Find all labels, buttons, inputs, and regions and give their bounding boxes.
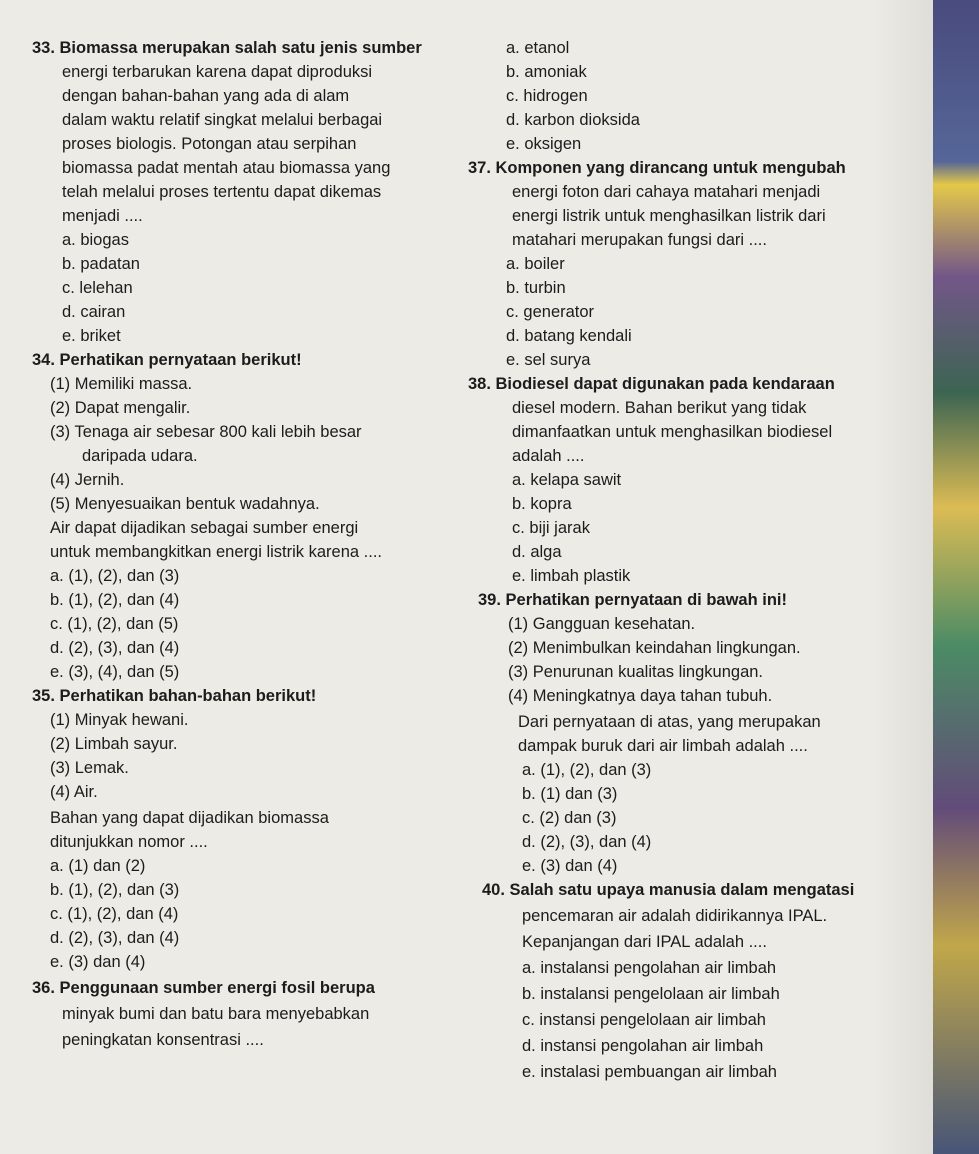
answer-option: a. (1) dan (2) bbox=[50, 857, 146, 875]
statement-line: (1) Minyak hewani. bbox=[50, 711, 189, 729]
question-40-line: 40. Salah satu upaya manusia dalam mengatasi bbox=[482, 881, 855, 899]
answer-option: c. (1), (2), dan (5) bbox=[50, 615, 179, 633]
answer-option: d. (2), (3), dan (4) bbox=[50, 929, 180, 947]
question-text-line: dengan bahan-bahan yang ada di alam bbox=[62, 87, 350, 105]
question-text-line: matahari merupakan fungsi dari .... bbox=[512, 231, 767, 249]
statement-line: (2) Dapat mengalir. bbox=[50, 399, 191, 417]
question-38-line: 38. Biodiesel dapat digunakan pada kendaraan bbox=[468, 375, 835, 393]
statement-line: daripada udara. bbox=[82, 447, 198, 465]
question-text-line: adalah .... bbox=[512, 447, 585, 465]
answer-option: b. amoniak bbox=[506, 63, 587, 81]
answer-option: b. (1) dan (3) bbox=[522, 785, 618, 803]
answer-option: c. lelehan bbox=[62, 279, 133, 297]
statement-line: (3) Penurunan kualitas lingkungan. bbox=[508, 663, 764, 681]
answer-option: d. karbon dioksida bbox=[506, 111, 640, 129]
answer-option: a. boiler bbox=[506, 255, 565, 273]
answer-option: d. alga bbox=[512, 543, 562, 561]
question-37-line: 37. Komponen yang dirancang untuk mengubah bbox=[468, 159, 846, 177]
answer-option: b. instalansi pengelolaan air limbah bbox=[522, 985, 780, 1003]
question-text-line: Bahan yang dapat dijadikan biomassa bbox=[50, 809, 329, 827]
question-text-line: telah melalui proses tertentu dapat dikemas bbox=[62, 183, 382, 201]
answer-option: c. generator bbox=[506, 303, 595, 321]
statement-line: (1) Gangguan kesehatan. bbox=[508, 615, 696, 633]
page-shadow bbox=[873, 0, 933, 1154]
answer-option: c. (1), (2), dan (4) bbox=[50, 905, 179, 923]
question-text-line: dimanfaatkan untuk menghasilkan biodiesel bbox=[512, 423, 833, 441]
statement-line: (3) Tenaga air sebesar 800 kali lebih besar bbox=[50, 423, 362, 441]
answer-option: b. (1), (2), dan (3) bbox=[50, 881, 180, 899]
answer-option: b. (1), (2), dan (4) bbox=[50, 591, 180, 609]
question-text-line: peningkatan konsentrasi .... bbox=[62, 1031, 264, 1049]
answer-option: e. (3) dan (4) bbox=[522, 857, 618, 875]
question-text-line: minyak bumi dan batu bara menyebabkan bbox=[62, 1005, 370, 1023]
question-text-line: dalam waktu relatif singkat melalui berbagai bbox=[62, 111, 383, 129]
answer-option: d. (2), (3), dan (4) bbox=[50, 639, 180, 657]
question-36-line: 36. Penggunaan sumber energi fosil berupa bbox=[32, 979, 375, 997]
question-text-line: proses biologis. Potongan atau serpihan bbox=[62, 135, 357, 153]
answer-option: d. cairan bbox=[62, 303, 126, 321]
answer-option: e. (3) dan (4) bbox=[50, 953, 146, 971]
answer-option: d. instansi pengolahan air limbah bbox=[522, 1037, 764, 1055]
answer-option: c. instansi pengelolaan air limbah bbox=[522, 1011, 766, 1029]
question-text-line: menjadi .... bbox=[62, 207, 143, 225]
answer-option: e. briket bbox=[62, 327, 121, 345]
question-33-line: 33. Biomassa merupakan salah satu jenis sumber bbox=[32, 39, 422, 57]
question-text-line: energi foton dari cahaya matahari menjadi bbox=[512, 183, 821, 201]
answer-option: a. instalansi pengolahan air limbah bbox=[522, 959, 777, 977]
question-text-line: untuk membangkitkan energi listrik karena .... bbox=[50, 543, 382, 561]
answer-option: b. kopra bbox=[512, 495, 572, 513]
statement-line: (4) Meningkatnya daya tahan tubuh. bbox=[508, 687, 773, 705]
question-text-line: ditunjukkan nomor .... bbox=[50, 833, 208, 851]
answer-option: b. padatan bbox=[62, 255, 140, 273]
question-text-line: energi terbarukan karena dapat diproduksi bbox=[62, 63, 373, 81]
statement-line: (4) Air. bbox=[50, 783, 98, 801]
statement-line: (2) Menimbulkan keindahan lingkungan. bbox=[508, 639, 801, 657]
answer-option: c. (2) dan (3) bbox=[522, 809, 617, 827]
question-text-line: Kepanjangan dari IPAL adalah .... bbox=[522, 933, 767, 951]
answer-option: e. sel surya bbox=[506, 351, 591, 369]
answer-option: e. limbah plastik bbox=[512, 567, 631, 585]
question-text-line: diesel modern. Bahan berikut yang tidak bbox=[512, 399, 807, 417]
answer-option: a. etanol bbox=[506, 39, 570, 57]
question-34-line: 34. Perhatikan pernyataan berikut! bbox=[32, 351, 302, 369]
answer-option: b. turbin bbox=[506, 279, 566, 297]
question-text-line: pencemaran air adalah didirikannya IPAL. bbox=[522, 907, 828, 925]
question-text-line: dampak buruk dari air limbah adalah .... bbox=[518, 737, 808, 755]
question-39-line: 39. Perhatikan pernyataan di bawah ini! bbox=[478, 591, 788, 609]
decorative-edge-strip bbox=[933, 0, 979, 1154]
question-35-line: 35. Perhatikan bahan-bahan berikut! bbox=[32, 687, 317, 705]
statement-line: (3) Lemak. bbox=[50, 759, 129, 777]
statement-line: (4) Jernih. bbox=[50, 471, 125, 489]
question-text-line: Air dapat dijadikan sebagai sumber energi bbox=[50, 519, 359, 537]
question-text-line: energi listrik untuk menghasilkan listrik dari bbox=[512, 207, 826, 225]
statement-line: (5) Menyesuaikan bentuk wadahnya. bbox=[50, 495, 320, 513]
answer-option: e. oksigen bbox=[506, 135, 582, 153]
question-text-line: Dari pernyataan di atas, yang merupakan bbox=[518, 713, 821, 731]
answer-option: e. instalasi pembuangan air limbah bbox=[522, 1063, 777, 1081]
statement-line: (2) Limbah sayur. bbox=[50, 735, 178, 753]
answer-option: c. hidrogen bbox=[506, 87, 588, 105]
answer-option: a. (1), (2), dan (3) bbox=[522, 761, 652, 779]
statement-line: (1) Memiliki massa. bbox=[50, 375, 193, 393]
answer-option: e. (3), (4), dan (5) bbox=[50, 663, 180, 681]
answer-option: d. batang kendali bbox=[506, 327, 632, 345]
answer-option: d. (2), (3), dan (4) bbox=[522, 833, 652, 851]
answer-option: a. (1), (2), dan (3) bbox=[50, 567, 180, 585]
answer-option: a. kelapa sawit bbox=[512, 471, 622, 489]
question-text-line: biomassa padat mentah atau biomassa yang bbox=[62, 159, 391, 177]
answer-option: c. biji jarak bbox=[512, 519, 590, 537]
answer-option: a. biogas bbox=[62, 231, 129, 249]
